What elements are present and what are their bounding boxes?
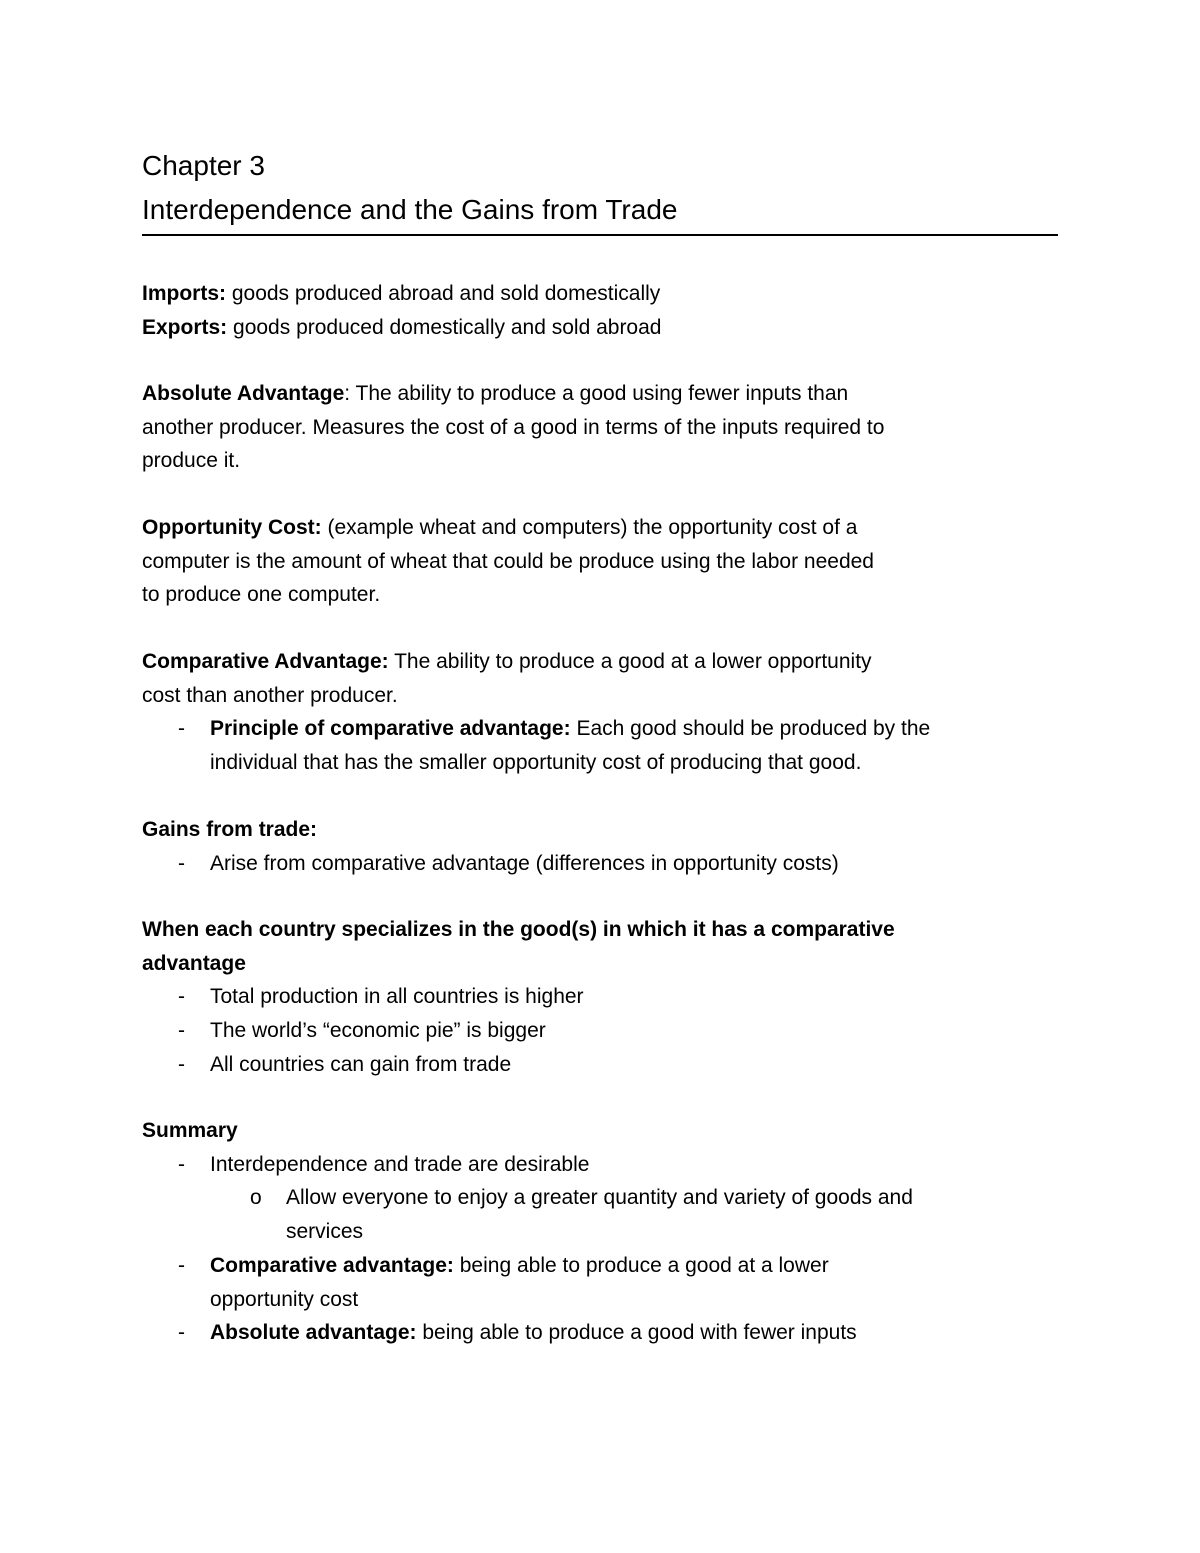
bullet-dash: - <box>178 1152 185 1176</box>
absolute-advantage-line2: another producer. Measures the cost of a good in terms of the inputs required to <box>142 415 885 439</box>
list-item <box>142 1148 1058 1182</box>
summary-comparative-line2: opportunity cost <box>210 1287 359 1311</box>
absolute-advantage-line3: produce it. <box>142 449 241 473</box>
principle-line1: Each good should be produced by the <box>570 717 931 741</box>
exports-definition <box>142 311 1058 345</box>
chapter-heading <box>142 144 1058 236</box>
summary-heading: Summary <box>142 1119 238 1142</box>
specialization-heading-line1: When each country specializes in the good(s) in which it has a comparative <box>142 918 895 941</box>
sub-item-line2: services <box>286 1220 364 1244</box>
sub-item-line1: Allow everyone to enjoy a greater quantity and variety of goods and <box>286 1186 913 1210</box>
opportunity-cost-term: Opportunity Cost: <box>142 516 322 539</box>
absolute-advantage-term: Absolute Advantage <box>142 382 345 405</box>
list-item <box>142 712 1058 779</box>
specialization-heading-line2: advantage <box>142 951 246 975</box>
gains-from-trade-section <box>142 813 1058 880</box>
opportunity-cost-definition <box>142 511 1058 612</box>
chapter-title: Interdependence and the Gains from Trade <box>142 194 678 225</box>
imports-text: goods produced abroad and sold domestically <box>226 282 661 305</box>
bullet-dash: - <box>178 1052 185 1076</box>
list-item <box>142 1316 1058 1350</box>
bullet-dash: - <box>178 1321 185 1345</box>
list-item <box>142 1048 1058 1082</box>
list-item-text: The world’s “economic pie” is bigger <box>210 1019 546 1043</box>
summary-absolute-text: being able to produce a good with fewer inputs <box>416 1321 857 1345</box>
imports-term: Imports: <box>142 282 226 305</box>
exports-term: Exports: <box>142 315 228 339</box>
list-item <box>142 1014 1058 1048</box>
opportunity-cost-line3: to produce one computer. <box>142 583 381 607</box>
comparative-advantage-term: Comparative Advantage: <box>142 650 389 673</box>
comparative-advantage-line2: cost than another producer. <box>142 683 398 707</box>
exports-text: goods produced domestically and sold abroad <box>227 315 662 339</box>
chapter-label: Chapter 3 <box>142 150 265 181</box>
absolute-advantage-definition <box>142 377 1058 478</box>
imports-definition <box>142 277 1058 311</box>
specialization-section <box>142 913 1058 1082</box>
gains-from-trade-heading: Gains from trade: <box>142 818 318 841</box>
absolute-advantage-line1: : The ability to produce a good using fewer inputs than <box>344 382 849 405</box>
bullet-dash: - <box>178 717 185 741</box>
list-item-text: All countries can gain from trade <box>210 1052 512 1076</box>
principle-term: Principle of comparative advantage: <box>210 717 571 741</box>
list-item-text: Interdependence and trade are desirable <box>210 1152 590 1176</box>
comparative-advantage-line1: The ability to produce a good at a lower opportunity <box>388 650 872 673</box>
summary-comparative-line1: being able to produce a good at a lower <box>453 1253 829 1277</box>
list-item <box>142 847 1058 881</box>
imports-exports-definitions <box>142 277 1058 344</box>
list-item <box>142 980 1058 1014</box>
list-item <box>142 1249 1058 1316</box>
opportunity-cost-line1: (example wheat and computers) the opportunity cost of a <box>321 516 858 539</box>
summary-comparative-term: Comparative advantage: <box>210 1253 454 1277</box>
circle-bullet-icon: o <box>250 1186 262 1210</box>
bullet-dash: - <box>178 985 185 1009</box>
opportunity-cost-line2: computer is the amount of wheat that could be produce using the labor needed <box>142 549 874 573</box>
comparative-advantage-definition <box>142 645 1058 780</box>
bullet-dash: - <box>178 851 185 875</box>
principle-line2: individual that has the smaller opportunity cost of producing that good. <box>210 751 862 775</box>
summary-section <box>142 1114 1058 1350</box>
list-item-text: Total production in all countries is higher <box>210 985 584 1009</box>
list-item-text: Arise from comparative advantage (differences in opportunity costs) <box>210 851 839 875</box>
sub-list-item <box>142 1181 1058 1248</box>
summary-absolute-term: Absolute advantage: <box>210 1321 417 1345</box>
bullet-dash: - <box>178 1253 185 1277</box>
bullet-dash: - <box>178 1019 185 1043</box>
